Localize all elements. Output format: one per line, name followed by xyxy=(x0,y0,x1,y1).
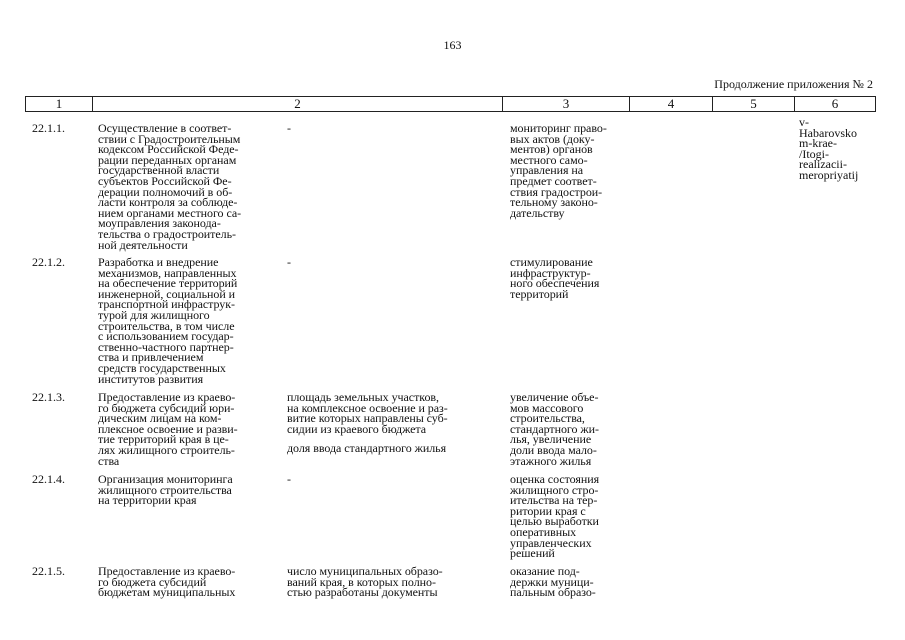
row-number: 22.1.4. xyxy=(32,472,65,486)
indicator-text: - xyxy=(287,121,291,135)
row-number: 22.1.5. xyxy=(32,564,65,578)
measure-text: Осуществление в соответ- ствии с Градостроительным кодексом Российской Феде- рации переданных органам государственной власти субъектов Российской Фе- дерации полномочий в об- ласти контроля за соблюде- нием органами местного са- моуправления законода- тельства о градостроитель- ной деятельности xyxy=(98,121,242,252)
result-text: увеличение объе- мов массового строительства, стандартного жи- лья, увеличение доли ввода мало- этажного жилья xyxy=(510,390,599,468)
source-link-text: v- Habarovsko m-krae- /Itogi- realizacii- meropriyatij xyxy=(799,115,859,182)
result-text: стимулирование инфраструктур- ного обеспечения территорий xyxy=(510,255,600,301)
header-col-1: 1 xyxy=(55,96,63,111)
indicator-text: - xyxy=(287,472,291,486)
measure-text: Разработка и внедрение механизмов, направленных на обеспечение территорий инженерной, социальной и транспортной инфраструк- турой для жилищного строительства, в том числе с использованием государ- ственно-частного партнер- ства и привлечением средств государственных институтов развития xyxy=(98,255,238,386)
result-text: оценка состояния жилищного стро- ительства на тер- ритории края с целью выработки оперативных управленческих решений xyxy=(510,472,600,561)
table-header xyxy=(25,96,876,112)
measure-text: Организация мониторинга жилищного строительства на территории края xyxy=(98,472,233,508)
header-col-4: 4 xyxy=(667,96,675,111)
continuation-label: Продолжение приложения № 2 xyxy=(714,77,873,91)
indicator-text: число муниципальных образо- ваний края, в которых полно- стью разработаны документы xyxy=(287,564,443,600)
row-number: 22.1.1. xyxy=(32,121,65,135)
header-col-5: 5 xyxy=(750,96,757,111)
row-number: 22.1.3. xyxy=(32,390,65,404)
header-col-2: 2 xyxy=(294,96,301,111)
measure-text: Предоставление из краево- го бюджета субсидий бюджетам муниципальных xyxy=(98,564,236,600)
indicator-text: доля ввода стандартного жилья xyxy=(287,441,447,455)
header-col-6: 6 xyxy=(831,96,839,111)
result-text: мониторинг право- вых актов (доку- ментов) органов местного само- управления на предмет соответ- ствия градострои- тельному законо- дательству xyxy=(510,121,607,220)
row-number: 22.1.2. xyxy=(32,255,65,269)
result-text: оказание под- держки муници- пальным образо- xyxy=(510,564,596,600)
indicator-text: площадь земельных участков, на комплексное освоение и раз- витие которых направлены суб- сидии из краевого бюджета xyxy=(287,390,448,436)
indicator-text: - xyxy=(287,255,291,269)
header-col-3: 3 xyxy=(562,96,570,111)
measure-text: Предоставление из краево- го бюджета субсидий юри- дическим лицам на ком- плексное освоение и разви- тие территорий края в це- лях жилищного строитель- ства xyxy=(98,390,238,468)
page-number: 163 xyxy=(443,38,462,52)
